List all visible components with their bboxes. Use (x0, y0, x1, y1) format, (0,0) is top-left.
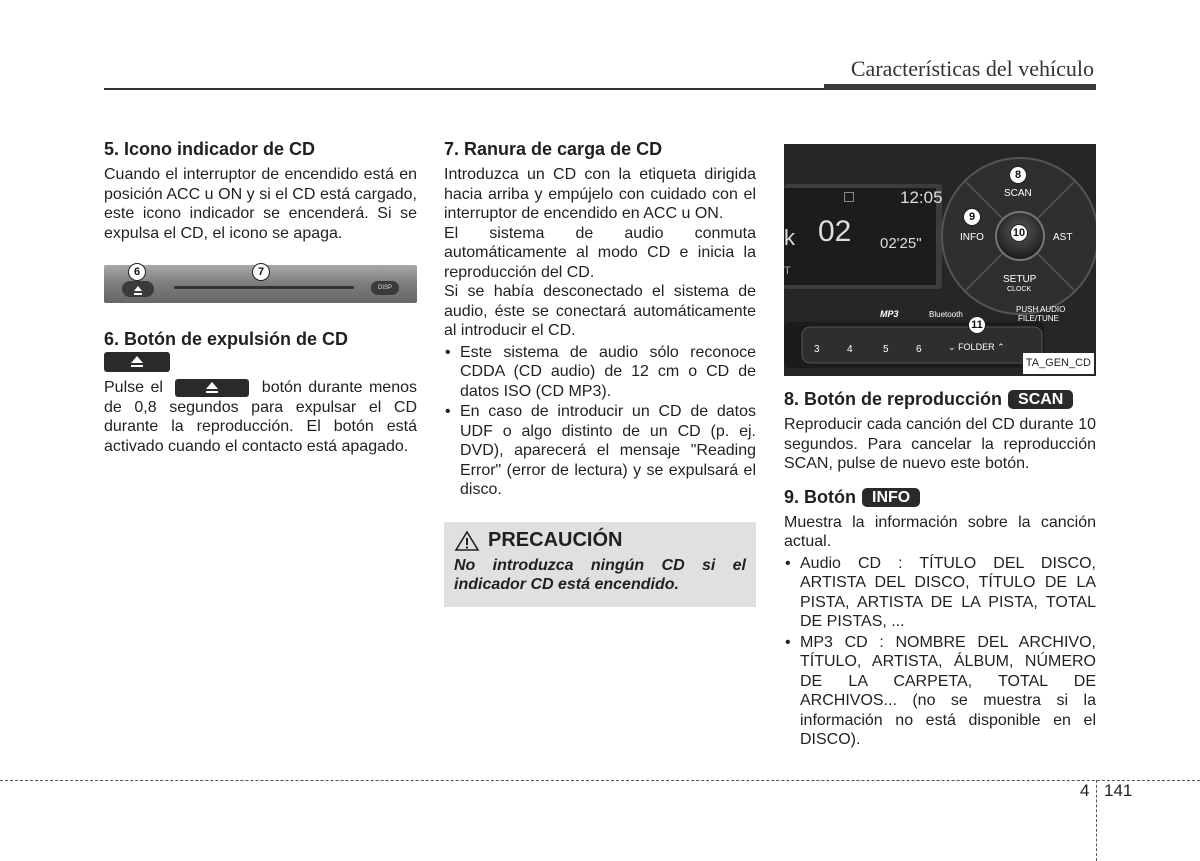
bluetooth-logo: Bluetooth (929, 310, 963, 319)
header-rule-accent (824, 84, 1096, 90)
section-9-bullets (784, 554, 1096, 750)
section-7-heading: 7. Ranura de carga de CD (444, 139, 663, 159)
list-item: • En caso de introducir un CD de datos UDF o algo distinto de un CD (p. ej. DVD), aparecerá el mensaje "Reading Error" (error de lectura) y se expulsará el disco. (444, 402, 756, 500)
eject-icon (131, 356, 143, 363)
section-7-paragraph-3: Si se había desconectado el sistema de audio, éste se conectará automáticamente al introducir el CD. (444, 283, 756, 339)
list-item: • Audio CD : TÍTULO DEL DISCO, ARTISTA DEL DISCO, TÍTULO DE LA PISTA, ARTISTA DE LA PISTA, TOTAL DE PISTAS, ... (784, 554, 1096, 632)
list-item: • Este sistema de audio sólo reconoce CDDA (CD audio) de 12 cm o CD de datos ISO (CD MP3). (444, 343, 756, 402)
list-item: • MP3 CD : NOMBRE DEL ARCHIVO, TÍTULO, ARTISTA, ÁLBUM, NÚMERO DE LA CARPETA, TOTAL DE ARCHIVOS... (no se muestra si la información no está disponible en el DISCO). (784, 633, 1096, 750)
callout-11: 11 (968, 316, 986, 334)
section-7-bullets (444, 343, 756, 500)
radio-scan-button: SCAN (1004, 188, 1032, 199)
footer-dashed-divider (1096, 780, 1097, 861)
radio-unit-illustration (784, 144, 1096, 376)
page-header-title: Características del vehículo (850, 56, 1094, 81)
section-9-heading: 9. Botón INFO (784, 486, 1096, 508)
radio-preset-4: 4 (847, 344, 853, 355)
radio-clock: 12:05 (900, 188, 943, 207)
eject-icon (206, 382, 218, 389)
inline-eject-button (175, 379, 249, 397)
mp3-logo: MP3 (880, 309, 899, 319)
page-number: 141 (1104, 781, 1133, 800)
chevron-up-icon: ⌃ (997, 342, 1005, 352)
radio-push-audio-label: PUSH AUDIO (1016, 305, 1066, 314)
section-6-body: Pulse el botón durante menos de 0,8 segundos para expulsar el CD durante la reproducción. El botón está activado cuando el contacto está apagado. (104, 379, 417, 455)
caution-title: PRECAUCIÓN (488, 528, 623, 551)
section-7-paragraph-2: El sistema de audio conmuta automáticamente al modo CD e inicia la reproducción del CD. (444, 224, 756, 281)
eject-button-illustration (104, 352, 170, 372)
cd-slot-illustration (104, 265, 417, 303)
section-5-heading: 5. Icono indicador de CD (104, 139, 316, 159)
section-8-body: Reproducir cada canción del CD durante 10 segundos. Para cancelar la reproducción SCAN, pulse de nuevo este botón. (784, 416, 1096, 472)
figure-caption: TA_GEN_CD (1023, 353, 1094, 375)
cd-indicator-icon (844, 192, 854, 202)
radio-clock-label: CLOCK (1007, 286, 1032, 293)
radio-preset-3: 3 (814, 344, 820, 355)
callout-9: 9 (963, 208, 981, 226)
column-3 (784, 141, 1096, 751)
caution-box (444, 522, 756, 607)
section-7-paragraph-1: Introduzca un CD con la etiqueta dirigida hacia arriba y empújelo con cuidado con el interruptor de encendido en ACC u ON. (444, 166, 756, 222)
radio-display-fragment: T (784, 265, 791, 277)
chapter-number: 4 (1080, 781, 1090, 800)
info-tag: INFO (862, 488, 920, 507)
chevron-down-icon: ⌄ (948, 342, 956, 352)
scan-tag: SCAN (1008, 390, 1073, 409)
radio-folder-button: ⌄ FOLDER ⌃ (948, 342, 1005, 352)
radio-ast-button: AST (1053, 232, 1073, 243)
callout-6: 6 (128, 263, 146, 281)
radio-track-number: 02 (818, 215, 852, 248)
section-5-body: Cuando el interruptor de encendido está en posición ACC u ON y si el CD está cargado, este icono indicador se encenderá. Si se expulsa el CD, el icono se apaga. (104, 166, 417, 242)
column-1 (104, 138, 417, 456)
callout-8: 8 (1009, 166, 1027, 184)
slot-disp-button: DISP (371, 281, 399, 295)
column-2 (444, 138, 756, 607)
radio-play-time: 02'25" (880, 235, 922, 252)
callout-10: 10 (1010, 224, 1028, 242)
radio-setup-button: SETUP (1003, 274, 1037, 285)
section-6-heading: 6. Botón de expulsión de CD (104, 329, 349, 349)
section-9-body: Muestra la información sobre la canción actual. (784, 513, 1096, 550)
slot-eject-button (122, 281, 154, 297)
radio-file-tune-label: FILE/TUNE (1018, 314, 1059, 323)
caution-text: No introduzca ningún CD si el indicador CD está encendido. (454, 556, 746, 593)
warning-triangle-icon (454, 530, 480, 552)
radio-preset-5: 5 (883, 344, 889, 355)
radio-preset-6: 6 (916, 344, 922, 355)
radio-display-fragment: k (784, 225, 795, 250)
cd-loading-slot (174, 286, 354, 289)
eject-icon (134, 286, 142, 291)
section-8-heading: 8. Botón de reproducción SCAN (784, 388, 1096, 410)
footer-dashed-rule (0, 780, 1200, 781)
radio-info-button: INFO (960, 232, 984, 243)
callout-7: 7 (252, 263, 270, 281)
